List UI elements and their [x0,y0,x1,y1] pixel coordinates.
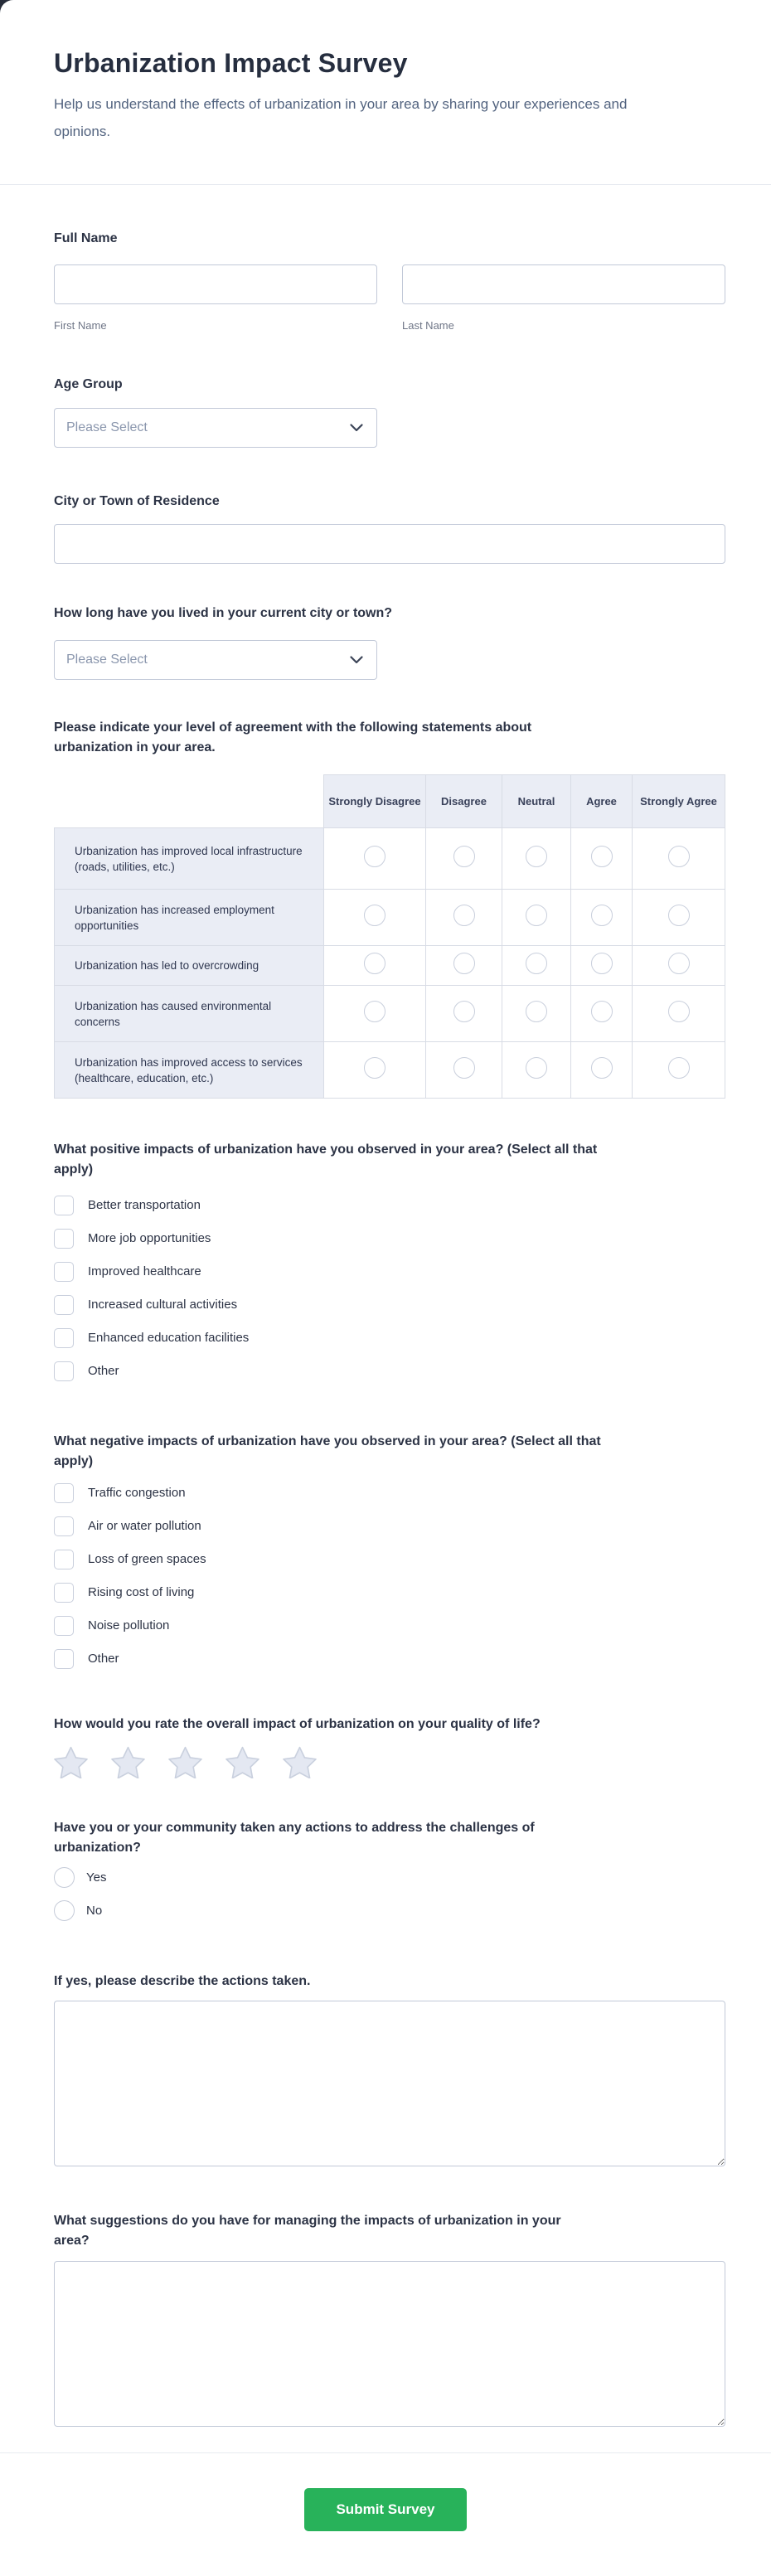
suggestions-label: What suggestions do you have for managing the impacts of urbanization in your area? [54,2214,561,2248]
full-name-label: Full Name [54,231,118,245]
star-icon[interactable] [283,1746,317,1778]
submit-row [0,2488,771,2576]
radio-option-yes[interactable]: Yes [54,1867,106,1888]
star-icon[interactable] [111,1746,145,1778]
matrix-col-header: Strongly Agree [633,775,725,828]
checkbox-option[interactable]: Noise pollution [54,1616,169,1636]
submit-button[interactable]: Submit Survey [304,2488,467,2531]
checkbox-option[interactable]: Other [54,1649,119,1669]
matrix-radio[interactable] [453,1001,475,1022]
checkbox[interactable] [54,1649,74,1669]
last-name-input[interactable] [402,264,725,304]
radio[interactable] [54,1900,75,1921]
matrix-col-header: Neutral [502,775,571,828]
checkbox[interactable] [54,1361,74,1381]
matrix-col-header: Agree [571,775,633,828]
matrix-radio[interactable] [668,905,690,926]
matrix-row-label: Urbanization has led to overcrowding [55,946,324,986]
radio-option-no[interactable]: No [54,1900,102,1921]
last-name-sublabel: Last Name [402,319,454,332]
matrix-radio[interactable] [668,1057,690,1079]
checkbox[interactable] [54,1328,74,1348]
matrix-radio[interactable] [591,1057,613,1079]
matrix-radio[interactable] [364,953,386,974]
matrix-radio[interactable] [453,1057,475,1079]
page-subtitle: Help us understand the effects of urbanization in your area by sharing your experiences and opinions. [54,96,628,139]
matrix-radio[interactable] [591,953,613,974]
checkbox-option[interactable]: Air or water pollution [54,1516,201,1536]
matrix-radio[interactable] [526,953,547,974]
table-row [55,946,725,986]
agreement-matrix [54,774,725,1099]
suggestions-textarea[interactable] [54,2261,725,2427]
matrix-row-label: Urbanization has increased employment opportunities [55,890,324,946]
rating-question: How would you rate the overall impact of urbanization on your quality of life? [54,1717,541,1731]
full-name-fields [54,264,725,304]
checkbox[interactable] [54,1583,74,1603]
community-action-group [54,1867,725,1921]
negative-impacts-question: What negative impacts of urbanization have you observed in your area? (Select all that apply) [54,1434,601,1468]
table-row [55,986,725,1042]
matrix-radio[interactable] [526,846,547,867]
matrix-radio[interactable] [526,1001,547,1022]
table-row [55,828,725,890]
matrix-question: Please indicate your level of agreement with the following statements about urbanization in your area. [54,720,532,754]
star-rating [54,1746,725,1778]
matrix-radio[interactable] [591,846,613,867]
actions-taken-textarea[interactable] [54,2001,725,2166]
matrix-radio[interactable] [453,846,475,867]
city-input[interactable] [54,524,725,564]
matrix-radio[interactable] [364,1057,386,1079]
chevron-down-icon [350,424,363,432]
checkbox-option[interactable]: Enhanced education facilities [54,1328,249,1348]
matrix-corner-cell [55,775,324,828]
positive-impacts-question: What positive impacts of urbanization have you observed in your area? (Select all that apply) [54,1142,598,1176]
chevron-down-icon [350,656,363,664]
city-label: City or Town of Residence [54,494,220,508]
community-action-question: Have you or your community taken any actions to address the challenges of urbanization? [54,1821,535,1855]
checkbox[interactable] [54,1550,74,1569]
radio[interactable] [54,1867,75,1888]
duration-placeholder: Please Select [66,652,148,667]
checkbox-option[interactable]: Increased cultural activities [54,1295,237,1315]
matrix-radio[interactable] [668,846,690,867]
checkbox-option[interactable]: Improved healthcare [54,1262,201,1282]
age-group-label: Age Group [54,377,123,391]
checkbox[interactable] [54,1262,74,1282]
positive-impacts-group [54,1196,725,1381]
age-group-placeholder: Please Select [66,420,148,434]
full-name-sublabels [54,319,725,332]
star-icon[interactable] [225,1746,259,1778]
duration-label: How long have you lived in your current city or town? [54,606,393,620]
matrix-radio[interactable] [526,1057,547,1079]
matrix-col-header: Strongly Disagree [324,775,426,828]
matrix-radio[interactable] [526,905,547,926]
star-icon[interactable] [168,1746,202,1778]
actions-taken-label: If yes, please describe the actions taken. [54,1974,311,1988]
duration-select[interactable] [54,640,377,680]
checkbox-option[interactable]: More job opportunities [54,1229,211,1249]
page-title: Urbanization Impact Survey [54,48,408,78]
negative-impacts-group [54,1483,725,1669]
matrix-radio[interactable] [668,1001,690,1022]
checkbox[interactable] [54,1516,74,1536]
checkbox[interactable] [54,1616,74,1636]
checkbox-option[interactable]: Better transportation [54,1196,201,1215]
matrix-row-label: Urbanization has caused environmental concerns [55,986,324,1042]
first-name-sublabel: First Name [54,319,107,332]
age-group-select[interactable] [54,408,377,448]
matrix-radio[interactable] [591,1001,613,1022]
checkbox[interactable] [54,1196,74,1215]
matrix-radio[interactable] [591,905,613,926]
matrix-radio[interactable] [453,953,475,974]
star-icon[interactable] [54,1746,88,1778]
matrix-radio[interactable] [364,1001,386,1022]
checkbox-option[interactable]: Rising cost of living [54,1583,194,1603]
table-row [55,1042,725,1099]
matrix-row-label: Urbanization has improved local infrastructure (roads, utilities, etc.) [55,828,324,890]
checkbox-option[interactable]: Traffic congestion [54,1483,186,1503]
table-row [55,890,725,946]
first-name-input[interactable] [54,264,377,304]
checkbox-option[interactable]: Loss of green spaces [54,1550,206,1569]
matrix-radio[interactable] [453,905,475,926]
checkbox[interactable] [54,1295,74,1315]
matrix-row-label: Urbanization has improved access to services (healthcare, education, etc.) [55,1042,324,1099]
matrix-radio[interactable] [364,905,386,926]
matrix-radio[interactable] [668,953,690,974]
matrix-radio[interactable] [364,846,386,867]
footer-divider [0,2452,771,2453]
matrix-col-header: Disagree [426,775,502,828]
checkbox-option[interactable]: Other [54,1361,119,1381]
header-divider [0,184,771,185]
checkbox[interactable] [54,1483,74,1503]
checkbox[interactable] [54,1229,74,1249]
